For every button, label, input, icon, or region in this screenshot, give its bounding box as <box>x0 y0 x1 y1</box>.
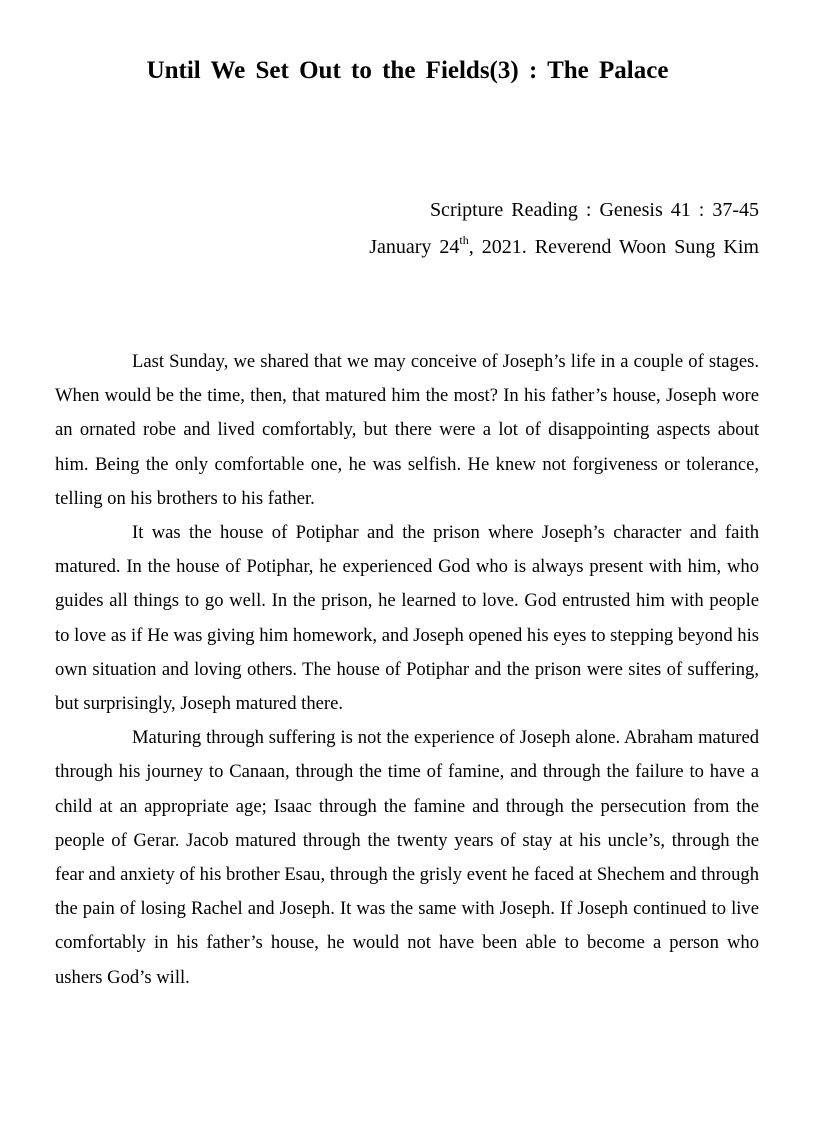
date-and-author: , 2021. Reverend Woon Sung Kim <box>468 236 759 258</box>
sermon-body <box>55 345 759 995</box>
sermon-date-line <box>369 229 759 266</box>
sermon-meta <box>369 192 759 266</box>
body-paragraph: Maturing through suffering is not the experience of Joseph alone. Abraham matured through his journey to Canaan, through the time of famine, and through the failure to have a child at an appropriate age; Isaac through the famine and through the persecution from the people of Gerar. Jacob matured through the twenty years of stay at his uncle’s, through the fear and anxiety of his brother Esau, through the grisly event he faced at Shechem and through the pain of losing Rachel and Joseph. It was the same with Joseph. If Joseph continued to live comfortably in his father’s house, he would not have been able to become a person who ushers God’s will. <box>55 727 759 988</box>
body-paragraph: Last Sunday, we shared that we may conceive of Joseph’s life in a couple of stages. When would be the time, then, that matured him the most? In his father’s house, Joseph wore an ornated robe and lived comfortably, but there were a lot of disappointing aspects about him. Being the only comfortable one, he was selfish. He knew not forgiveness or tolerance, telling on his brothers to his father. <box>55 351 759 509</box>
date-prefix: January 24 <box>369 236 460 258</box>
scripture-reading: Scripture Reading : Genesis 41 : 37-45 <box>429 199 759 221</box>
document-title: Until We Set Out to the Fields(3) : The Palace <box>146 57 669 84</box>
body-paragraph: It was the house of Potiphar and the prison where Joseph’s character and faith matured. In the house of Potiphar, he experienced God who is always present with him, who guides all things to go well. In the prison, he learned to love. God entrusted him with people to love as if He was giving him homework, and Joseph opened his eyes to stepping beyond his own situation and loving others. The house of Potiphar and the prison were sites of suffering, but surprisingly, Joseph matured there. <box>55 522 759 715</box>
date-ordinal-suffix: th <box>459 233 469 247</box>
